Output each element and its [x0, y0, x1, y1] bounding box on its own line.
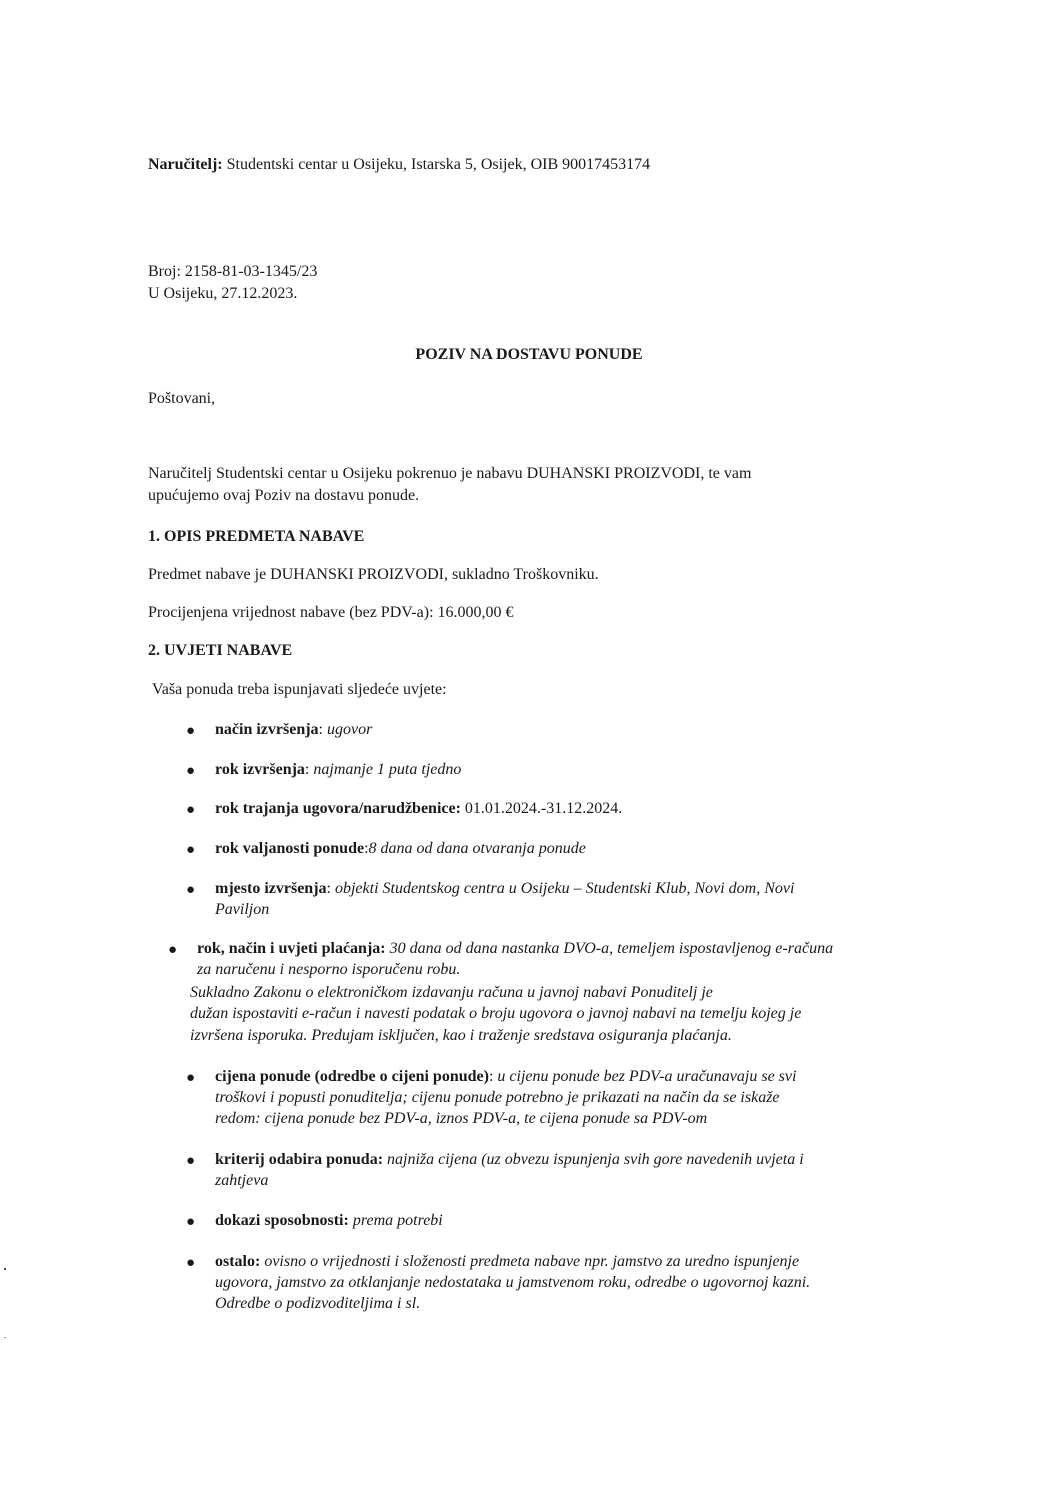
intro-line-1: Naručitelj Studentski centar u Osijeku pokrenuo je nabavu DUHANSKI PROIZVODI, te vam	[148, 465, 752, 482]
item-text-line: zahtjeva	[215, 1172, 269, 1189]
item-text-line: Sukladno Zakonu o elektroničkom izdavanju računa u javnoj nabavi Ponuditelj je	[190, 984, 713, 1001]
intro-line-2: upućujemo ovaj Poziv na dostavu ponude.	[148, 487, 420, 504]
bullet-icon: ●	[186, 1255, 196, 1271]
item-label: rok trajanja ugovora/narudžbenice:	[215, 800, 461, 817]
item-separator: :	[488, 1068, 498, 1085]
contracting-authority-value: Studentski centar u Osijeku, Istarska 5, Osijek, OIB 90017453174	[222, 156, 651, 173]
item-text-line: za naručenu i nesporno isporučenu robu.	[197, 961, 461, 978]
item-text-line: najniža cijena (uz obvezu ispunjenja svih gore navedenih uvjeta i	[387, 1151, 804, 1168]
item-separator: :	[364, 840, 369, 857]
item-text-line: 01.01.2024.-31.12.2024.	[464, 800, 623, 817]
procurement-subject: Predmet nabave je DUHANSKI PROIZVODI, sukladno Troškovniku.	[148, 566, 599, 583]
bullet-icon: ●	[168, 942, 178, 958]
item-label: ostalo:	[215, 1253, 261, 1270]
item-text-line: izvršena isporuka. Predujam isključen, kao i traženje sredstava osiguranja plaćanja.	[190, 1027, 732, 1044]
bullet-icon: ●	[186, 1214, 196, 1230]
item-text-line: dužan ispostaviti e-račun i navesti podatak o broju ugovora o javnoj nabavi na temelju kojeg je	[190, 1005, 802, 1022]
item-label: rok valjanosti ponude	[215, 840, 365, 857]
item-text-line: Odredbe o podizvoditeljima i sl.	[215, 1295, 421, 1312]
salutation: Poštovani,	[148, 390, 216, 407]
item-label: rok, način i uvjeti plaćanja:	[197, 940, 386, 957]
conditions-intro: Vaša ponuda treba ispunjavati sljedeće uvjete:	[152, 681, 447, 698]
estimated-value: Procijenjena vrijednost nabave (bez PDV-a): 16.000,00 €	[148, 604, 514, 621]
item-text-line: ugovor	[327, 721, 373, 738]
place-date: U Osijeku, 27.12.2023.	[148, 285, 298, 302]
item-text-line: 8 dana od dana otvaranja ponude	[368, 840, 586, 857]
item-separator: :	[318, 721, 327, 738]
item-label: mjesto izvršenja	[215, 880, 327, 897]
contracting-authority-label: Naručitelj:	[148, 156, 223, 173]
item-text-line: troškovi i popusti ponuditelja; cijenu ponude potrebno je prikazati na način da se iskaže	[215, 1089, 780, 1106]
item-label: kriterij odabira ponuda:	[215, 1151, 384, 1168]
item-label: cijena ponude (odredbe o cijeni ponude)	[215, 1068, 489, 1085]
item-text-line: redom: cijena ponude bez PDV-a, iznos PDV-a, te cijena ponude sa PDV-om	[215, 1110, 708, 1127]
item-separator: :	[304, 761, 314, 778]
bullet-icon: ●	[186, 842, 196, 858]
bullet-icon: ●	[186, 723, 196, 739]
item-text-line: ovisno o vrijednosti i složenosti predmeta nabave npr. jamstvo za uredno ispunjenje	[264, 1253, 800, 1270]
scan-speck	[4, 1337, 6, 1338]
bullet-icon: ●	[186, 802, 196, 818]
item-text-line: najmanje 1 puta tjedno	[313, 761, 462, 778]
bullet-icon: ●	[186, 882, 196, 898]
bullet-icon: ●	[186, 1070, 196, 1086]
item-label: dokazi sposobnosti:	[215, 1212, 349, 1229]
bullet-icon: ●	[186, 1153, 196, 1169]
item-label: rok izvršenja	[215, 761, 305, 778]
item-text-line: objekti Studentskog centra u Osijeku – Studentski Klub, Novi dom, Novi	[334, 880, 795, 897]
bullet-icon: ●	[186, 763, 196, 779]
reference-number: Broj: 2158-81-03-1345/23	[148, 263, 318, 280]
item-text-line: ugovora, jamstvo za otklanjanje nedostataka u jamstvenom roku, odredbe o ugovornoj kazni.	[215, 1274, 811, 1291]
item-text-line: 30 dana od dana nastanka DVO-a, temeljem ispostavljenog e-računa	[389, 940, 834, 957]
item-text-line: u cijenu ponude bez PDV-a uračunavaju se svi	[497, 1068, 797, 1085]
scan-speck	[4, 1268, 6, 1270]
section-2-heading: 2. UVJETI NABAVE	[148, 642, 293, 659]
document-title: POZIV NA DOSTAVU PONUDE	[415, 346, 643, 363]
contracting-authority-line	[148, 155, 650, 175]
item-label: način izvršenja	[215, 721, 319, 738]
item-text-line: prema potrebi	[352, 1212, 443, 1229]
section-1-heading: 1. OPIS PREDMETA NABAVE	[148, 528, 365, 545]
item-text-line: Paviljon	[215, 901, 270, 918]
item-separator: :	[326, 880, 335, 897]
